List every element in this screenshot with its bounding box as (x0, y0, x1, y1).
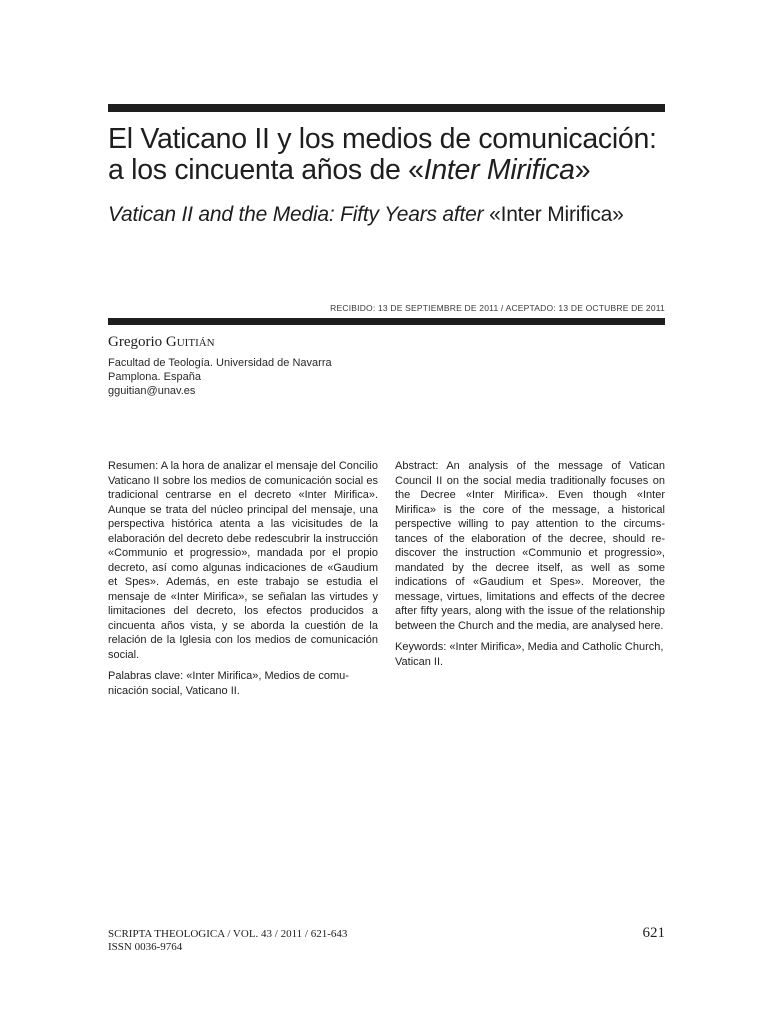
palabras-clave-label: Palabras clave: (108, 670, 184, 682)
footer-journal-info (108, 928, 347, 954)
footer-issn: ISSN 0036-9764 (108, 941, 183, 953)
keywords-text: «Inter Mirifica», Media and Catholic Church, Vatican II. (395, 641, 664, 668)
resumen-paragraph (108, 459, 378, 662)
author-location: Pamplona. España (108, 371, 201, 383)
palabras-clave-text: «Inter Mirifica», Medios de comunicación social, Vaticano II. (108, 670, 349, 697)
author-email[interactable]: gguitian@unav.es (108, 385, 196, 397)
footer-journal: SCRIPTA THEOLOGICA / VOL. 43 / 2011 / 621-643 (108, 928, 348, 940)
title-en-rest: «Inter Mirifica» (483, 203, 624, 226)
palabras-clave-paragraph (108, 669, 378, 698)
mid-rule (108, 318, 665, 325)
author-faculty: Facultad de Teología. Universidad de Navarra (108, 357, 332, 369)
abstract-label: Abstract: (395, 460, 439, 472)
title-es-line1: El Vaticano II y los medios de comunicación: (108, 123, 657, 155)
title-es-line2-prefix: a los cincuenta años de « (108, 154, 424, 186)
abstract-english-column (395, 459, 665, 676)
title-es-line2-suffix: » (574, 154, 591, 186)
abstract-spanish-column (108, 459, 378, 705)
author-last-name: Guitián (165, 334, 215, 350)
keywords-label: Keywords: (395, 641, 447, 653)
title-spanish (108, 124, 668, 186)
resumen-text: A la hora de analizar el mensaje del Concilio Vaticano II sobre los medios de comunicación social es tradicional centrarse en el decreto «Inter Mirifica». Aunque se trata del núcleo principal del mensaje, una perspectiva histórica atenta a las vicisitudes de la elaboración del decreto debe redescubrir la instrucción «Communio et progressio», mandada por el propio decreto, así como algunas indicaciones de «Gaudium et Spes». Además, en este trabajo se estudia el mensaje de «Inter Mirifica», se señalan las virtudes y limitaciones del decreto, los efectos producidos a cincuenta años vista, y se aborda la cuestión de la relación de la Iglesia con los medios de comunicación social. (108, 460, 378, 661)
title-es-line2-italic: Inter Mirifica (423, 154, 575, 186)
author-affiliation (108, 356, 408, 398)
abstract-paragraph (395, 459, 665, 633)
keywords-paragraph (395, 640, 665, 669)
abstract-text: An analysis of the message of Vatican Council II on the social media traditionally focuses on the Decree «Inter Mirifica». Even though «Inter Mirifica» is the core of the message, a historical perspective willing to pay attention to the circumstances of the elaboration of the decree, should rediscover the instruction «Communio et progressio», mandated by the decree itself, as well as some indications of «Gaudium et Spes». Moreover, the message, virtues, limitations and effects of the decree after fifty years, along with the issue of the relationship between the Church and the media, are analysed here. (395, 460, 665, 632)
title-english (108, 202, 668, 228)
top-rule (108, 104, 665, 112)
author-name (108, 334, 215, 351)
author-first-name: Gregorio (108, 334, 163, 350)
page-number: 621 (642, 925, 665, 941)
resumen-label: Resumen: (108, 460, 159, 472)
title-en-italic: Vatican II and the Media: Fifty Years after (108, 203, 484, 226)
received-accepted-dates: RECIBIDO: 13 DE SEPTIEMBRE DE 2011 / ACEPTADO: 13 DE OCTUBRE DE 2011 (330, 303, 665, 313)
